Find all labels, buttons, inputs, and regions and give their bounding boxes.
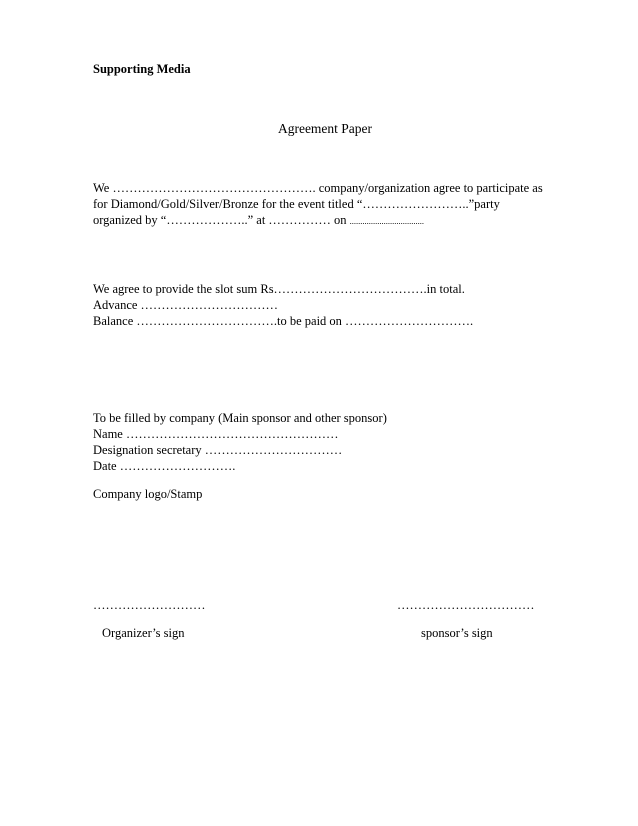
date-line: Date ………………………. <box>93 459 236 473</box>
page-title <box>0 121 638 137</box>
supporting-media-label: Supporting Media <box>93 62 191 76</box>
intro-line-3-text: organized by “………………..” at …………… on <box>93 213 350 227</box>
designation-line: Designation secretary …………………………… <box>93 443 343 457</box>
balance-line: Balance …………………………….to be paid on …………………………. <box>93 314 474 328</box>
advance-line: Advance …………………………… <box>93 298 279 312</box>
intro-line-3 <box>93 212 424 229</box>
intro-line-1: We …………………………………………. company/organization agree to participate as <box>93 181 543 195</box>
slot-sum-line: We agree to provide the slot sum Rs……………………………….in total. <box>93 282 465 296</box>
organizer-sign-label: Organizer’s sign <box>102 626 185 640</box>
sponsor-sign-label: sponsor’s sign <box>421 626 493 640</box>
intro-line-2: for Diamond/Gold/Silver/Bronze for the event titled “……………………..”party <box>93 197 500 211</box>
sponsor-sign-line: …………………………… <box>397 598 535 612</box>
company-section-heading: To be filled by company (Main sponsor and other sponsor) <box>93 411 387 425</box>
organizer-sign-line: ……………………… <box>93 598 206 612</box>
title-text: Agreement Paper <box>277 121 373 136</box>
company-logo-stamp-label: Company logo/Stamp <box>93 487 203 501</box>
intro-line-3-dots: ................................... <box>349 216 425 226</box>
name-line: Name …………………………………………… <box>93 427 339 441</box>
